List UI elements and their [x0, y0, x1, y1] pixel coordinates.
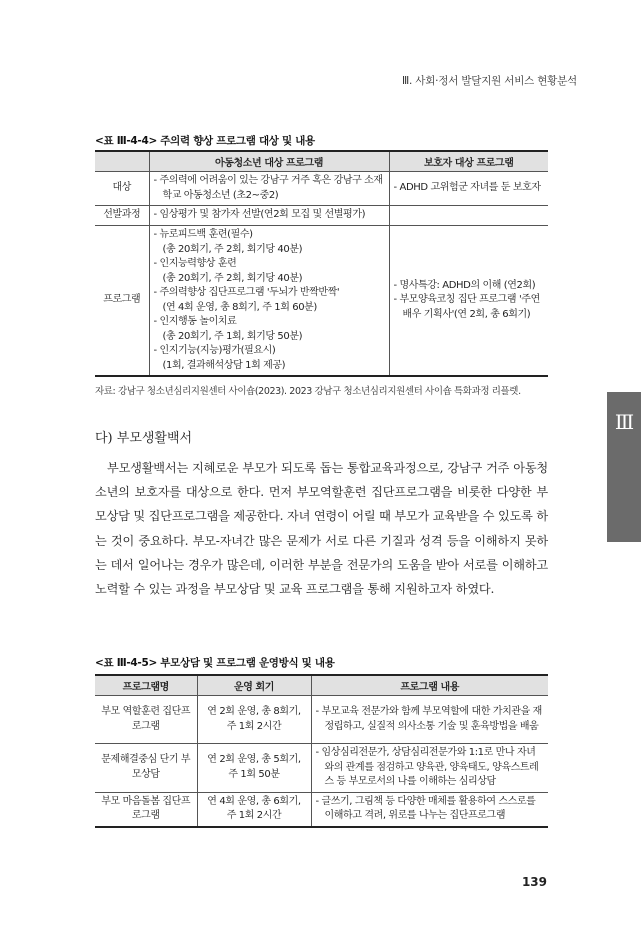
program-name: 부모 마음돌봄 집단프로그램	[95, 792, 197, 827]
table1-row-label: 선발과정	[95, 206, 149, 226]
table1-cell-child	[149, 226, 389, 377]
program-sessions: 연 4회 운영, 총 6회기, 주 1회 2시간	[197, 792, 311, 827]
table1-cell-guardian	[389, 172, 548, 206]
table1-row-label: 대상	[95, 172, 149, 206]
bullet-item: - 인지행동 놀이치료	[154, 315, 385, 330]
program-name: 부모 역할훈련 집단프로그램	[95, 696, 197, 744]
bullet-item: - 인지기능(지능)평가(필요시)	[154, 344, 385, 359]
table1-header-guardian: 보호자 대상 프로그램	[389, 151, 548, 172]
bullet-detail: (총 20회기, 주 2회, 회기당 40분)	[162, 272, 303, 284]
bullet-item: - 뉴로피드백 훈련(필수)	[154, 228, 385, 243]
table1-header-empty	[95, 151, 149, 172]
table2-header-sessions: 운영 회기	[197, 675, 311, 696]
chapter-tab: Ⅲ	[607, 392, 641, 542]
bullet-detail: (1회, 결과해석상담 1회 제공)	[162, 359, 286, 371]
bullet-detail: (총 20회기, 주 1회, 회기당 50분)	[162, 330, 303, 342]
program-content	[311, 744, 548, 793]
section-heading: 다) 부모생활백서	[95, 431, 193, 446]
table1-source: 자료: 강남구 청소년심리지원센터 사이숍(2023). 2023 강남구 청소년심리지원센터 사이숍 특화과정 리플렛.	[95, 386, 521, 397]
table2	[95, 674, 548, 828]
page-number: 139	[521, 875, 547, 889]
bullet-detail: (연 4회 운영, 총 8회기, 주 1회 60분)	[162, 301, 317, 313]
body-paragraph: 부모생활백서는 지혜로운 부모가 되도록 돕는 통합교육과정으로, 강남구 거주 아동청소년의 보호자를 대상으로 한다. 먼저 부모역할훈련 집단프로그램을 비롯한 다양한 부모상담 및 집단프로그램을 제공한다. 자녀 연령이 어릴 때 부모가 교육받을 수 있도록 하는 것이 중요하다. 부모-자녀간 많은 문제가 서로 다른 기질과 성격 등을 이해하지 못하는 데서 일어나는 경우가 많은데, 이러한 부분을 전문가의 도움을 받아 서로를 이해하고 노력할 수 있는 과정을 부모상담 및 교육 프로그램을 통해 지원하고자 하였다.	[95, 461, 548, 597]
table1-cell-child	[149, 172, 389, 206]
table1	[95, 150, 548, 377]
bullet-item: - 명사특강: ADHD의 이해 (연2회)	[394, 279, 545, 294]
table1-cell-guardian	[389, 226, 548, 377]
bullet-item: - 인지능력향상 훈련	[154, 257, 385, 272]
table1-header-child: 아동청소년 대상 프로그램	[149, 151, 389, 172]
bullet-item: - ADHD 고위험군 자녀를 둔 보호자	[394, 181, 545, 196]
program-content	[311, 792, 548, 827]
bullet-item: - 글쓰기, 그림책 등 다양한 매체를 활용하여 스스로를 이해하고 격려, 위로를 나누는 집단프로그램	[316, 795, 545, 824]
program-sessions: 연 2회 운영, 총 8회기, 주 1회 2시간	[197, 696, 311, 744]
bullet-item: - 부모양육코칭 집단 프로그램 '주연배우 기획사'(연 2회, 총 6회기)	[394, 293, 545, 322]
program-name: 문제해결중심 단기 부모상담	[95, 744, 197, 793]
table2-header-content: 프로그램 내용	[311, 675, 548, 696]
table2-header-name: 프로그램명	[95, 675, 197, 696]
program-content	[311, 696, 548, 744]
table1-caption: <표 Ⅲ-4-4> 주의력 향상 프로그램 대상 및 내용	[95, 135, 315, 147]
bullet-item: - 주의력향상 집단프로그램 '두뇌가 반짝반짝'	[154, 286, 385, 301]
bullet-item: - 임상심리전문가, 상담심리전문가와 1:1로 만나 자녀와의 관계를 점검하고 양육관, 양육태도, 양육스트레스 등 부모로서의 나를 이해하는 심리상담	[316, 746, 545, 790]
bullet-item: - 임상평가 및 참가자 선발(연2회 모집 및 선별평가)	[154, 208, 385, 223]
running-header: Ⅲ. 사회·정서 발달지원 서비스 현황분석	[401, 75, 577, 87]
bullet-item: - 주의력에 어려움이 있는 강남구 거주 혹은 강남구 소재학교 아동청소년 (초2~중2)	[154, 174, 385, 203]
table1-row-label: 프로그램	[95, 226, 149, 377]
bullet-detail: (총 20회기, 주 2회, 회기당 40분)	[162, 243, 303, 255]
bullet-item: - 부모교육 전문가와 함께 부모역할에 대한 가치관을 재정립하고, 실질적 의사소통 기술 및 훈육방법을 배움	[316, 705, 545, 734]
table1-cell-child	[149, 206, 389, 226]
program-sessions: 연 2회 운영, 총 5회기, 주 1회 50분	[197, 744, 311, 793]
table1-cell-guardian	[389, 206, 548, 226]
table2-caption: <표 Ⅲ-4-5> 부모상담 및 프로그램 운영방식 및 내용	[95, 657, 335, 669]
